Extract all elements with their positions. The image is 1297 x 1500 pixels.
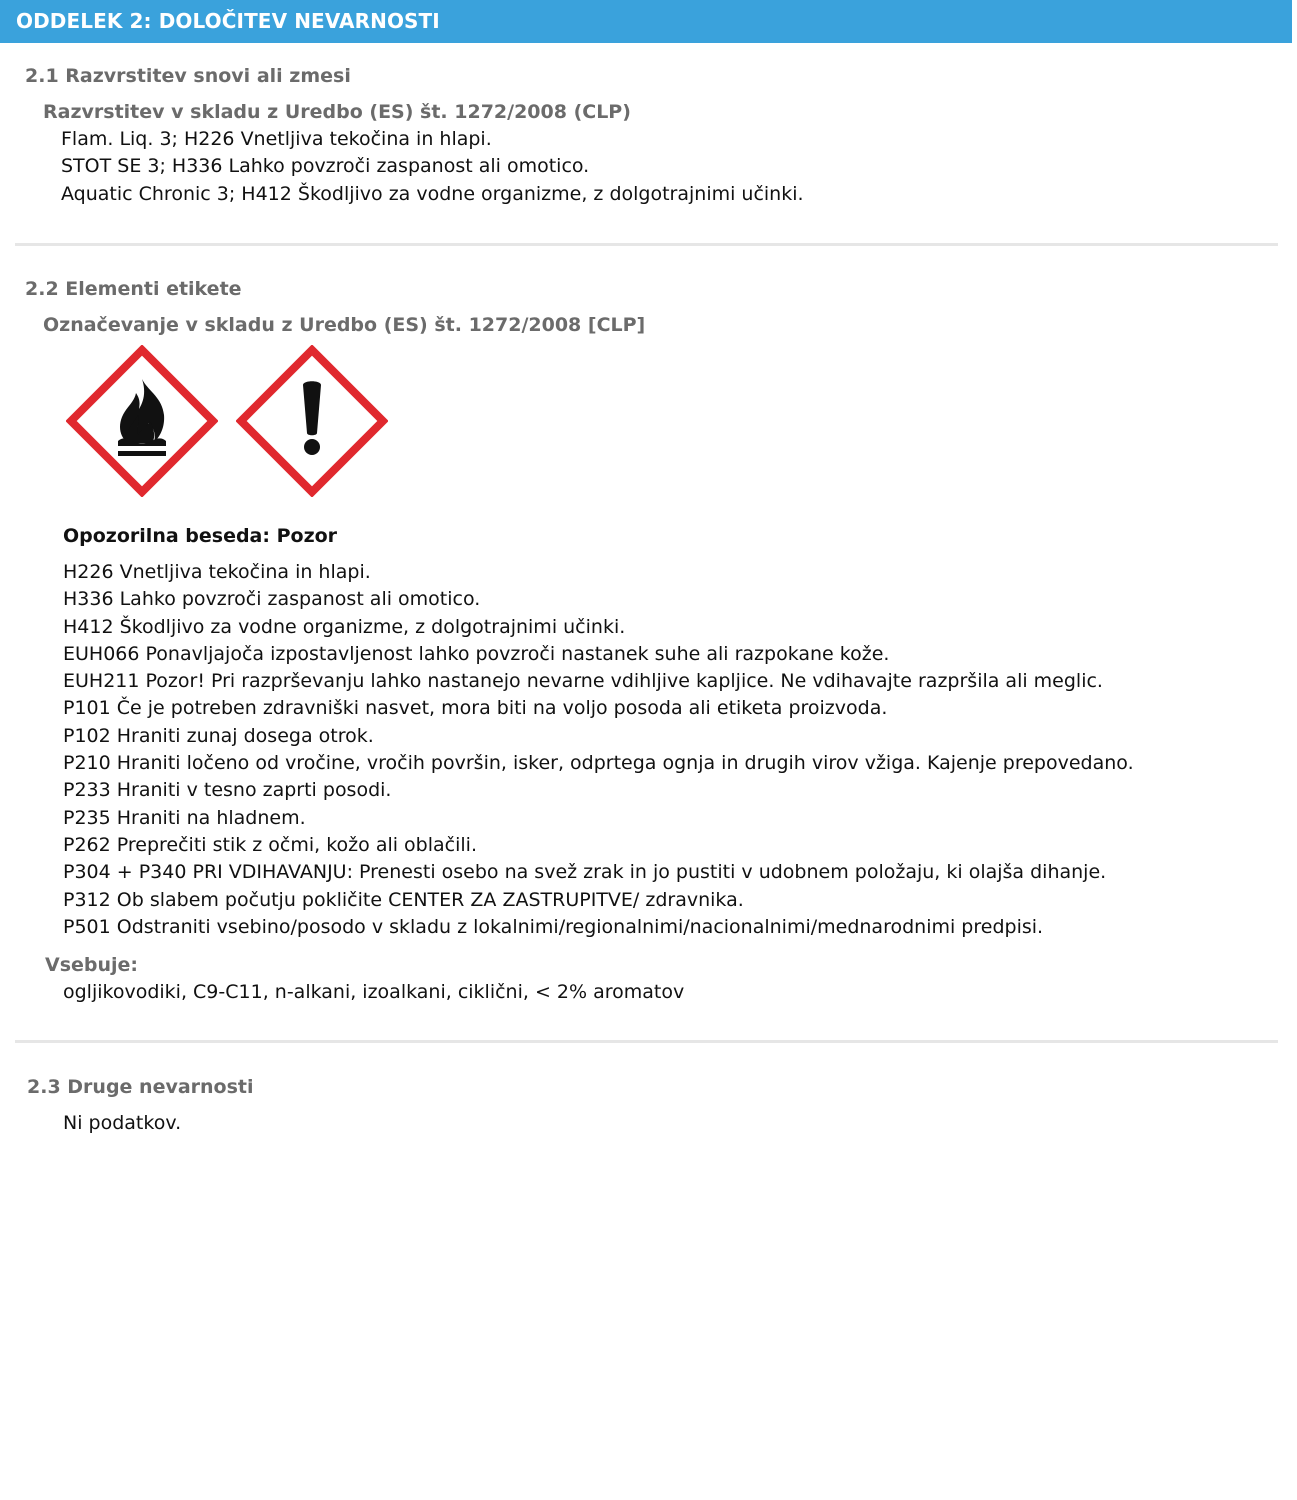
hazard-statements-list [63,559,1134,941]
statement-line: P235 Hraniti na hladnem. [63,806,306,829]
section-2-2-title: 2.2 Elementi etikete [25,278,242,300]
exclamation-pictogram-icon [236,345,388,497]
other-hazards-list [63,1110,181,1137]
statement-line: EUH211 Pozor! Pri razprševanju lahko nastanejo nevarne vdihljive kapljice. Ne vdihavajte razpršila ali meglic. [63,670,1103,693]
other-hazards-value: Ni podatkov. [63,1112,182,1134]
contains-value: ogljikovodiki, C9-C11, n-alkani, izoalkani, ciklični, < 2% aromatov [63,981,685,1003]
classification-line: Flam. Liq. 3; H226 Vnetljiva tekočina in hlapi. [61,128,492,150]
classification-subtitle: Razvrstitev v skladu z Uredbo (ES) št. 1272/2008 (CLP) [43,101,631,123]
statement-line: P262 Preprečiti stik z očmi, kožo ali oblačili. [63,833,477,856]
contains-list [63,979,684,1006]
statement-line: H336 Lahko povzroči zaspanost ali omotico. [63,588,481,611]
classification-list [61,126,804,208]
statement-line: P233 Hraniti v tesno zaprti posodi. [63,779,392,802]
section-divider [15,1040,1278,1043]
classification-line: STOT SE 3; H336 Lahko povzroči zaspanost ali omotico. [61,155,590,178]
statement-line: P102 Hraniti zunaj dosega otrok. [63,724,374,747]
statement-line: P501 Odstraniti vsebino/posodo v skladu z lokalnimi/regionalnimi/nacionalnimi/mednarodnimi predpisi. [63,915,1044,938]
classification-line: Aquatic Chronic 3; H412 Škodljivo za vodne organizme, z dolgotrajnimi učinki. [61,182,804,205]
statement-line: P304 + P340 PRI VDIHAVANJU: Prenesti osebo na svež zrak in jo pustiti v udobnem položaju, ki olajša dihanje. [63,861,1107,884]
contains-label: Vsebuje: [45,954,139,976]
statement-line: P210 Hraniti ločeno od vročine, vročih površin, isker, odprtega ognja in drugih virov vžiga. Kajenje prepovedano. [63,752,1134,775]
labelling-subtitle: Označevanje v skladu z Uredbo (ES) št. 1272/2008 [CLP] [43,314,646,336]
statement-line: P101 Če je potreben zdravniški nasvet, mora biti na voljo posoda ali etiketa proizvoda. [63,697,888,720]
statement-line: H226 Vnetljiva tekočina in hlapi. [63,561,371,583]
flame-pictogram-icon [66,345,218,497]
statement-line: P312 Ob slabem počutju pokličite CENTER ZA ZASTRUPITVE/ zdravnika. [63,888,744,911]
section-divider [15,243,1278,246]
statement-line: H412 Škodljivo za vodne organizme, z dolgotrajnimi učinki. [63,615,626,638]
section-header: ODDELEK 2: DOLOČITEV NEVARNOSTI [0,0,1292,43]
section-2-3-title: 2.3 Druge nevarnosti [27,1076,254,1098]
signal-word: Opozorilna beseda: Pozor [63,525,338,547]
section-2-1-title: 2.1 Razvrstitev snovi ali zmesi [25,65,351,87]
statement-line: EUH066 Ponavljajoča izpostavljenost lahko povzroči nastanek suhe ali razpokane kože. [63,642,890,665]
